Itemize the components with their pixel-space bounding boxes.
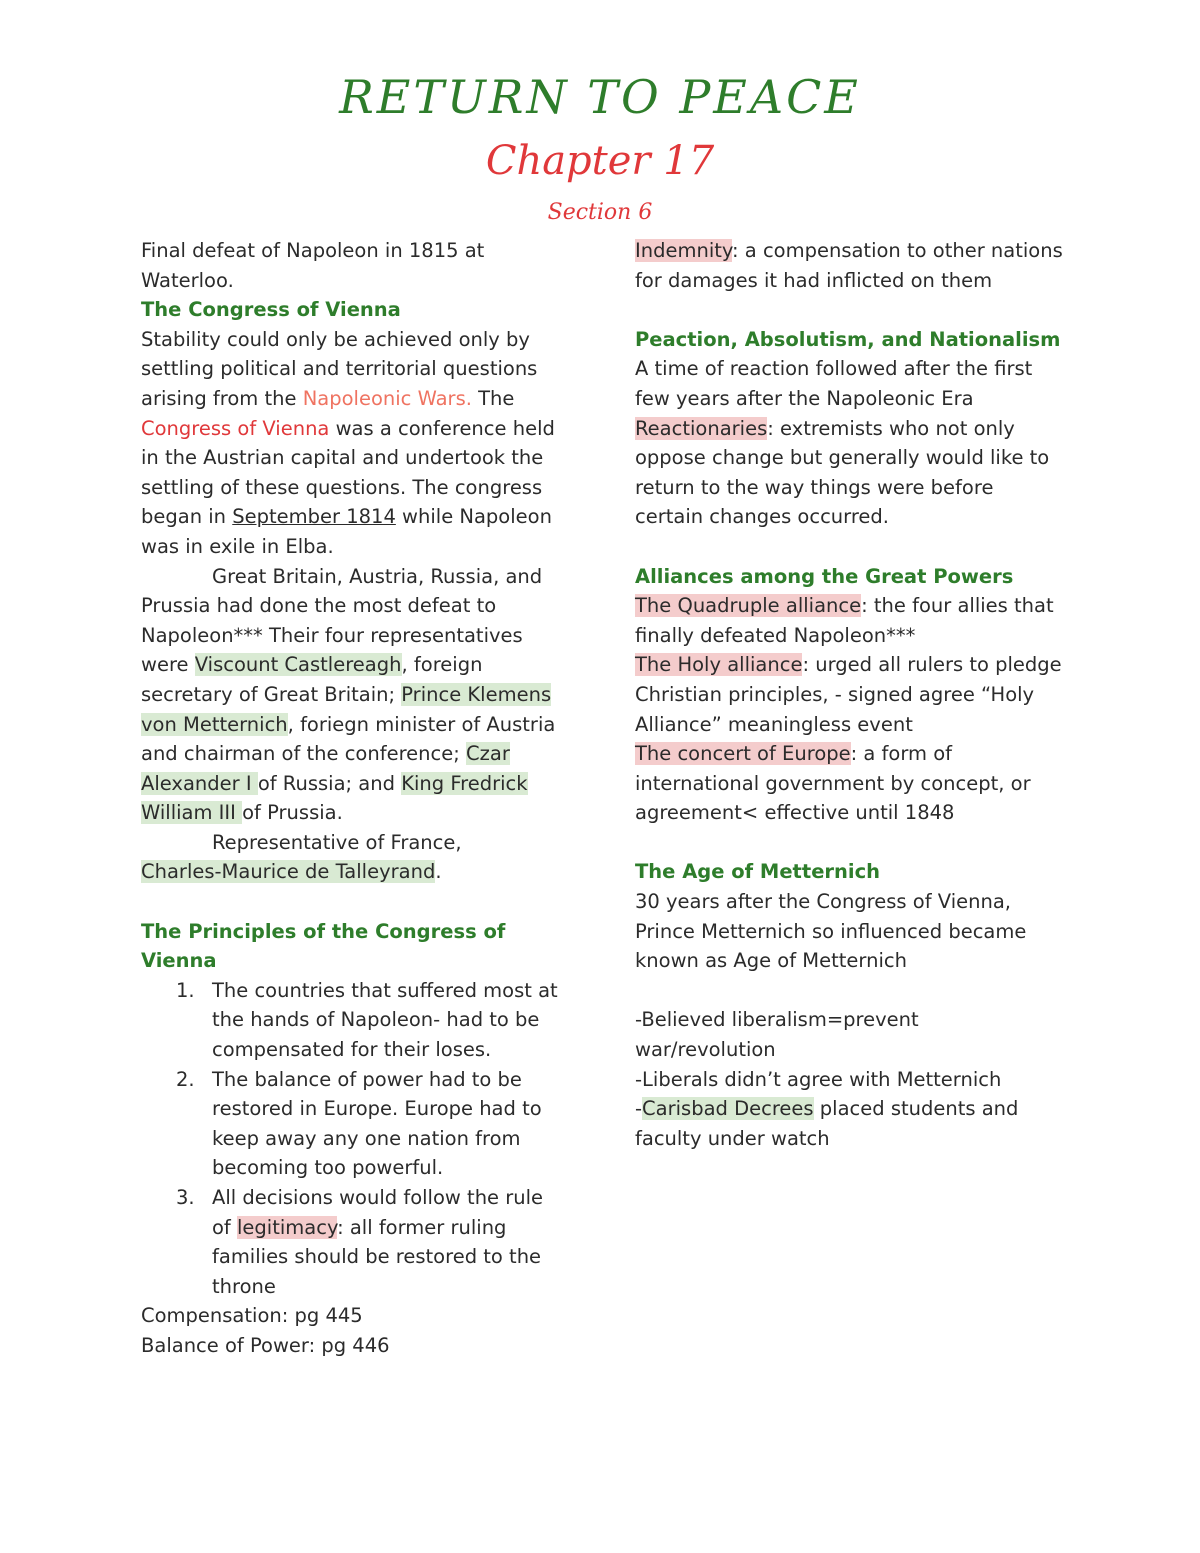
indemnity-definition [635,236,1065,295]
list-item [141,976,566,1065]
napoleonic-wars-term: Napoleonic Wars. [302,386,472,410]
text-run: : a compensation to other nations for damages it had inflicted on them [635,239,1063,292]
text-run: of Prussia. [242,801,343,825]
czar-highlight: Czar Alexander I [141,742,510,795]
chapter-heading: Chapter 17 [485,138,715,184]
right-column [635,236,1065,1153]
principles-heading: The Principles of the Congress of Vienna [141,919,506,973]
intro-paragraph: Final defeat of Napoleon in 1815 at Waterloo. [141,239,485,292]
compensation-ref: Compensation: pg 445 [141,1304,363,1328]
congress-of-vienna-term: Congress of Vienna [141,416,330,440]
text-run: : urged all rulers to pledge Christian principles, - signed agree “Holy Alliance” meaningless event [635,653,1062,736]
bullet-liberalism: -Believed liberalism=prevent war/revolution [635,1008,919,1062]
concert-highlight: The concert of Europe [635,742,851,766]
bullet-carisbad [635,1094,1065,1153]
list-item [141,1065,566,1183]
castlereagh-highlight: Viscount Castlereagh [194,653,402,677]
spacer [635,295,1065,325]
list-number: 2. [176,1067,195,1091]
representatives-paragraph [141,562,566,828]
text-run: - [635,1097,643,1121]
text-run: . [435,860,442,884]
talleyrand-line [141,857,566,887]
holy-highlight: The Holy alliance [635,653,803,677]
congress-paragraph [141,325,566,562]
list-text: : all former ruling families should be restored to the throne [212,1215,542,1298]
reaction-heading: Peaction, Absolutism, and Nationalism [635,327,1061,351]
reaction-paragraph: A time of reaction followed after the first few years after the Napoleonic Era [635,357,1033,410]
balance-ref: Balance of Power: pg 446 [141,1333,390,1357]
september-date: September 1814 [232,505,396,529]
text-run: , foriegn minister of Austria and chairman of the conference; [141,712,556,766]
text-run: placed students and faculty under watch [635,1097,1019,1150]
alliances-heading: Alliances among the Great Powers [635,564,1014,588]
spacer [141,887,566,917]
text-run: of Russia; and [257,771,402,795]
holy-definition [635,650,1065,739]
quadruple-definition [635,591,1065,650]
bullet-liberals: -Liberals didn’t agree with Metternich [635,1067,1002,1091]
spacer [635,532,1065,562]
text-run: was a conference held in the Austrian capital and undertook the settling of these questions. The congress began in [141,416,555,529]
age-paragraph: 30 years after the Congress of Vienna, Prince Metternich so influenced became known as Age of Metternich [635,890,1027,973]
left-column [141,236,566,1361]
fredrick-highlight: King Fredrick William III [141,771,528,825]
france-line: Representative of France, [212,830,462,854]
carisbad-highlight: Carisbad Decrees [642,1097,814,1121]
list-text: All decisions would follow the rule of [212,1186,544,1239]
quadruple-highlight: The Quadruple alliance [635,594,862,618]
spacer [635,828,1065,858]
text-run: : a form of international government by concept, or agreement< effective until 1848 [635,742,1031,825]
list-text: The countries that suffered most at the hands of Napoleon- had to be compensated for their loses. [212,978,558,1062]
text-run: Stability could only be achieved only by settling political and territorial questions arising from the [141,327,538,410]
age-heading: The Age of Metternich [635,860,881,884]
talleyrand-highlight: Charles-Maurice de Talleyrand [141,860,436,884]
text-run: , foreign secretary of Great Britain; [141,653,483,706]
congress-heading: The Congress of Vienna [141,298,401,322]
list-number: 3. [176,1186,195,1209]
reactionaries-definition [635,414,1065,532]
text-run: The [471,386,515,410]
list-number: 1. [176,978,195,1002]
principles-list [141,976,566,1302]
list-item [141,1183,566,1301]
text-run: Great Britain, Austria, Russia, and Prussia had done the most defeat to Napoleon*** Their four representatives were [141,564,543,677]
text-run: : extremists who not only oppose change but generally would like to return to the way things were before certain changes occurred. [635,416,1050,529]
indemnity-highlight: Indemnity [635,239,733,262]
concert-definition [635,739,1065,828]
page-title: RETURN TO PEACE [339,70,861,124]
list-text: The balance of power had to be restored in Europe. Europe had to keep away any one nation from becoming too powerful. [212,1067,542,1180]
legitimacy-highlight: legitimacy [237,1215,338,1239]
section-heading: Section 6 [547,200,653,225]
reactionaries-highlight: Reactionaries [635,416,768,440]
metternich-highlight: Prince Klemens von Metternich [141,682,552,736]
spacer [635,976,1065,1006]
text-run: : the four allies that finally defeated Napoleon*** [635,594,1054,647]
text-run: while Napoleon was in exile in Elba. [141,505,552,558]
